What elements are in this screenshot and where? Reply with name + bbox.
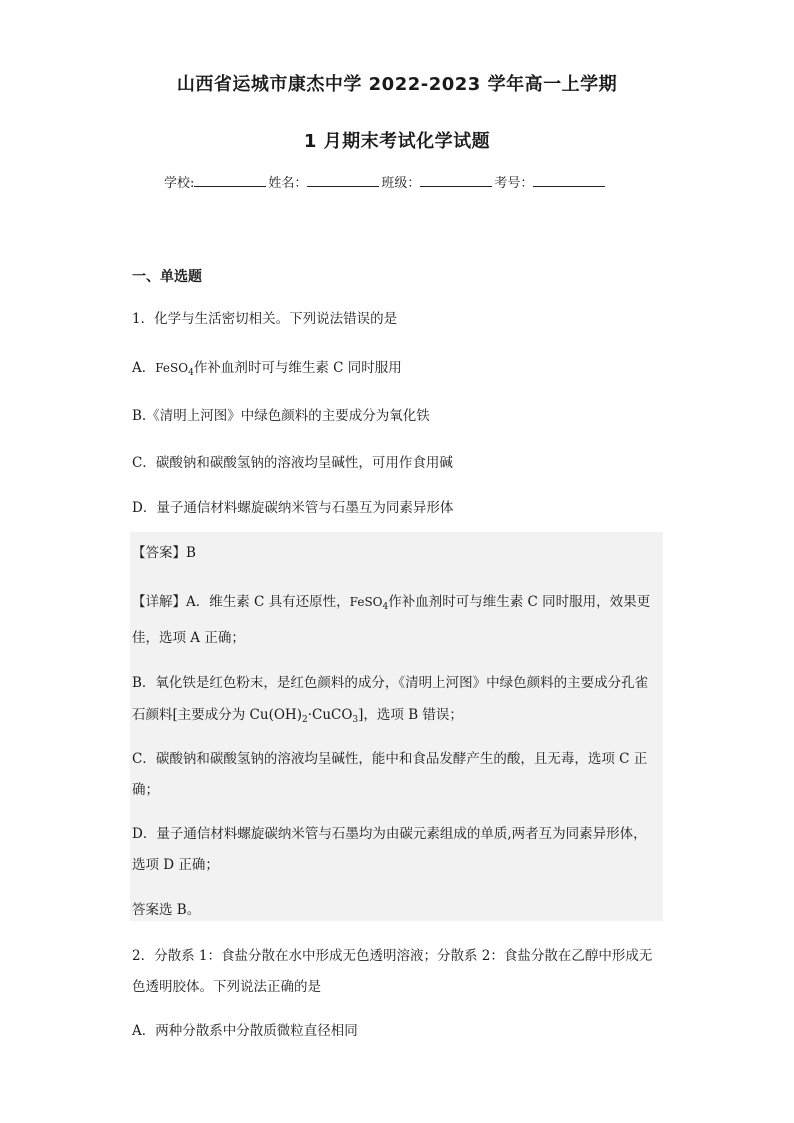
q1-option-d: D．量子通信材料螺旋碳纳米管与石墨互为同素异形体 xyxy=(132,500,454,516)
class-label: 班级： xyxy=(381,176,421,191)
number-label: 考号： xyxy=(494,176,534,191)
q1-detail-c-line2: 确； xyxy=(132,782,159,798)
class-blank xyxy=(420,172,492,187)
q1-detail-d-line2: 选项 D 正确； xyxy=(132,857,219,873)
student-info-row xyxy=(164,172,607,191)
title-line-1: 山西省运城市康杰中学 2022-2023 学年高一上学期 xyxy=(176,74,618,95)
q1-a-prefix: A． xyxy=(132,360,156,376)
q1-option-b: B.《清明上河图》中绿色颜料的主要成分为氧化铁 xyxy=(132,408,430,424)
name-blank xyxy=(307,172,379,187)
q1-a-rest: 作补血剂时可与维生素 C 同时服用 xyxy=(193,360,402,376)
q2-option-a: A．两种分散系中分散质微粒直径相同 xyxy=(132,1023,358,1039)
q2-stem-line1: 2．分散系 1：食盐分散在水中形成无色透明溶液；分散系 2：食盐分散在乙醇中形成无 xyxy=(132,948,653,964)
q1-stem: 1．化学与生活密切相关。下列说法错误的是 xyxy=(132,311,398,327)
q1-answer: 【答案】B xyxy=(132,545,196,561)
q1-option-c: C．碳酸钠和碳酸氢钠的溶液均呈碱性，可用作食用碱 xyxy=(132,455,453,471)
q1-detail-c-line1: C．碳酸钠和碳酸氢钠的溶液均呈碱性，能中和食品发酵产生的酸，且无毒，选项 C 正 xyxy=(132,751,648,767)
q1-detail-d-line1: D．量子通信材料螺旋碳纳米管与石墨均为由碳元素组成的单质,两者互为同素异形体， xyxy=(132,826,647,842)
title-line-2: 1 月期末考试化学试题 xyxy=(303,131,491,152)
q1-option-a xyxy=(132,356,402,378)
q1-detail-b-line1: B．氧化铁是红色粉末，是红色颜料的成分，《清明上河图》中绿色颜料的主要成分孔雀 xyxy=(132,675,649,691)
school-blank xyxy=(194,172,266,187)
name-label: 姓名： xyxy=(268,176,308,191)
section-heading: 一、单选题 xyxy=(132,269,202,285)
school-label: 学校: xyxy=(164,176,195,191)
q1-detail-formula: FeSO$_4$ xyxy=(349,595,389,612)
q1-conclusion: 答案选 B。 xyxy=(132,902,201,918)
q1-detail-b-line2: 石颜料[主要成分为 $Cu(OH)_2\cdot CuCO_3$]，选项 B 错误； xyxy=(132,707,463,725)
q2-stem-line2: 色透明胶体。下列说法正确的是 xyxy=(132,979,321,995)
q1-detail-a-line1: 【详解】A．维生素 C 具有还原性，FeSO$_4$作补血剂时可与维生素 C 同时服用，效果更 xyxy=(132,594,651,612)
q1-a-formula: FeSO$_4$ xyxy=(155,361,194,378)
q1-detail-a-line2: 佳，选项 A 正确； xyxy=(132,630,245,646)
number-blank xyxy=(533,172,605,187)
